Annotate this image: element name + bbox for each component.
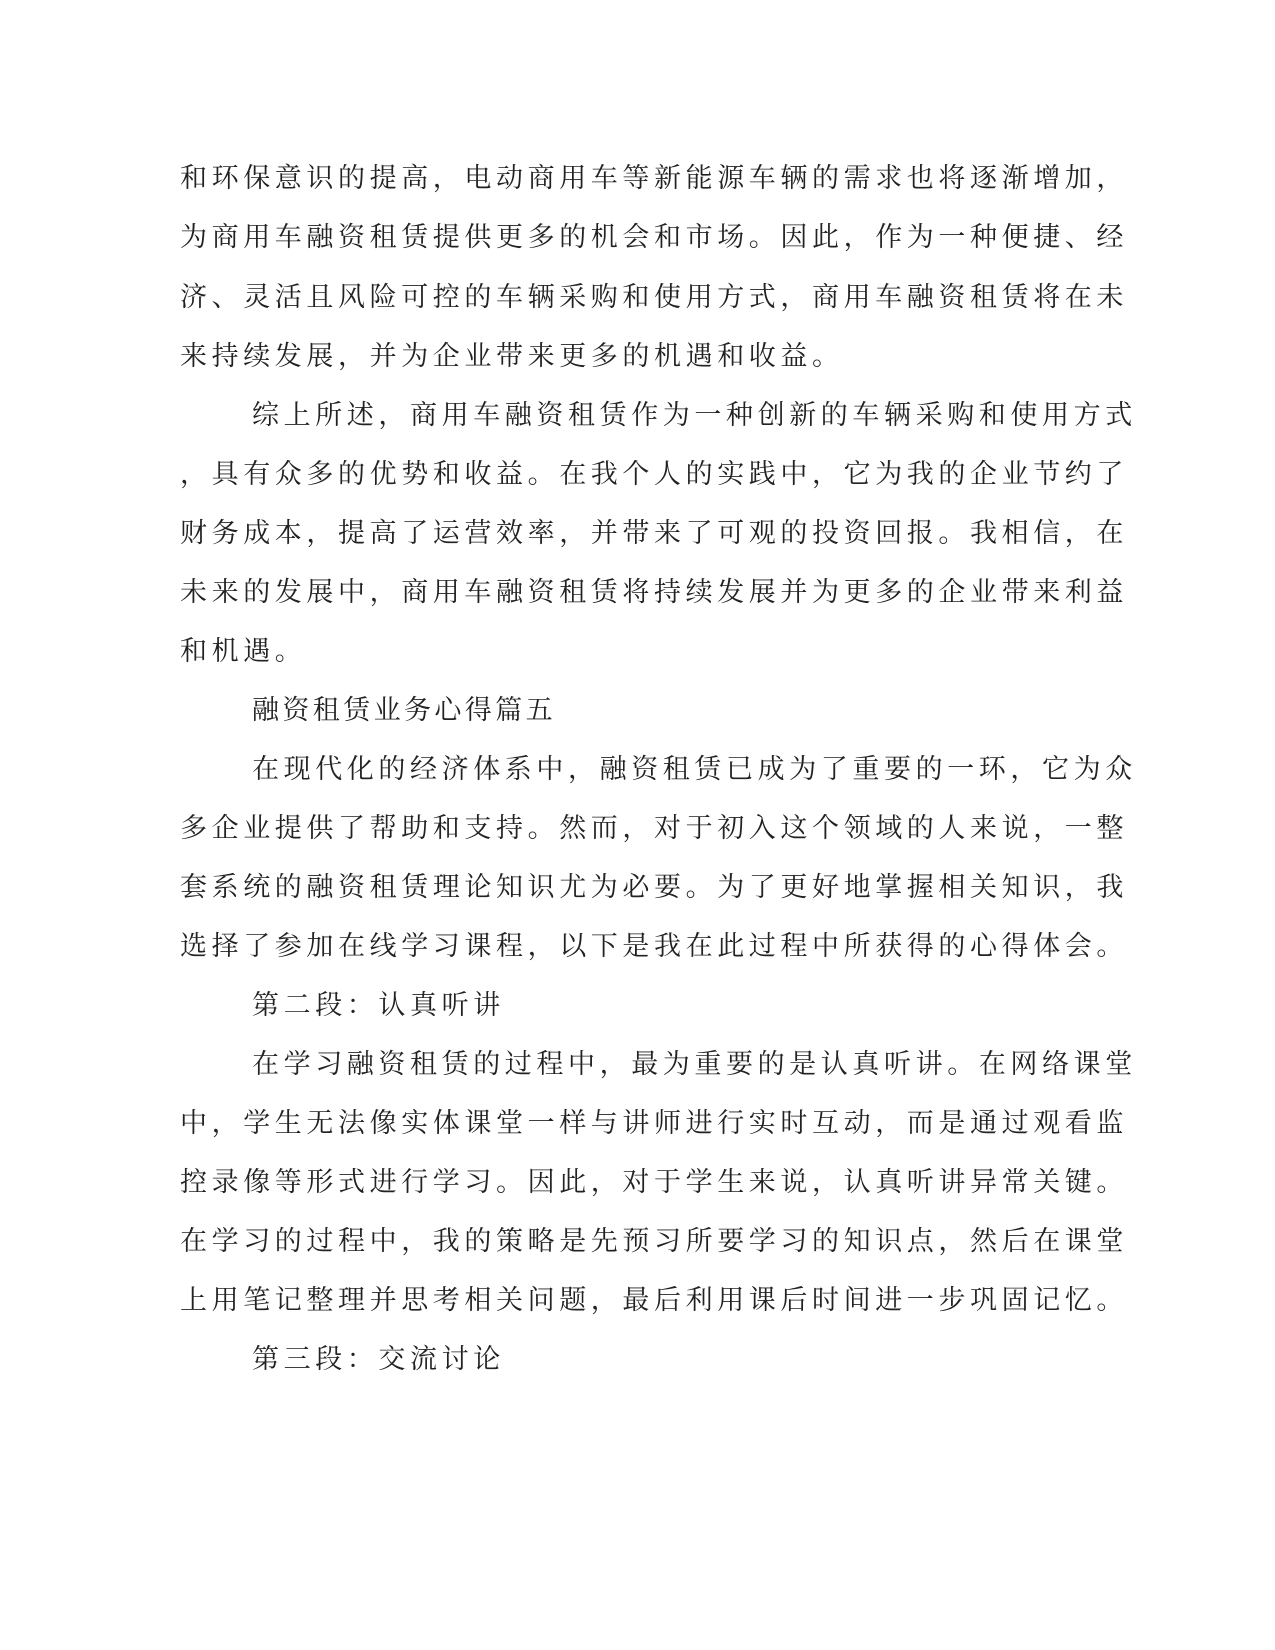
text-line: 在学习的过程中，我的策略是先预习所要学习的知识点，然后在课堂: [180, 1226, 1128, 1257]
text-line: 控录像等形式进行学习。因此，对于学生来说，认真听讲异常关键。: [180, 1167, 1128, 1198]
text-line: 在现代化的经济体系中，融资租赁已成为了重要的一环，它为众: [252, 754, 1137, 785]
text-line: 在学习融资租赁的过程中，最为重要的是认真听讲。在网络课堂: [252, 1049, 1137, 1080]
text-line: 上用笔记整理并思考相关问题，最后利用课后时间进一步巩固记忆。: [180, 1285, 1128, 1316]
text-line: 为商用车融资租赁提供更多的机会和市场。因此，作为一种便捷、经: [180, 222, 1128, 253]
section-heading: 第三段：交流讨论: [252, 1344, 505, 1375]
text-line: 中，学生无法像实体课堂一样与讲师进行实时互动，而是通过观看监: [180, 1108, 1128, 1139]
text-line: 来持续发展，并为企业带来更多的机遇和收益。: [180, 341, 844, 372]
text-line: ，具有众多的优势和收益。在我个人的实践中，它为我的企业节约了: [180, 459, 1128, 490]
text-line: 套系统的融资租赁理论知识尤为必要。为了更好地掌握相关知识，我: [180, 872, 1128, 903]
text-line: 选择了参加在线学习课程，以下是我在此过程中所获得的心得体会。: [180, 931, 1128, 962]
text-line: 财务成本，提高了运营效率，并带来了可观的投资回报。我相信，在: [180, 518, 1128, 549]
text-line: 济、灵活且风险可控的车辆采购和使用方式，商用车融资租赁将在未: [180, 282, 1128, 313]
section-heading: 融资租赁业务心得篇五: [252, 695, 556, 726]
text-line: 综上所述，商用车融资租赁作为一种创新的车辆采购和使用方式: [252, 400, 1137, 431]
text-line: 和环保意识的提高，电动商用车等新能源车辆的需求也将逐渐增加，: [180, 163, 1128, 194]
section-heading: 第二段：认真听讲: [252, 990, 505, 1021]
text-line: 和机遇。: [180, 636, 307, 667]
text-line: 多企业提供了帮助和支持。然而，对于初入这个领域的人来说，一整: [180, 813, 1128, 844]
text-line: 未来的发展中，商用车融资租赁将持续发展并为更多的企业带来利益: [180, 577, 1128, 608]
